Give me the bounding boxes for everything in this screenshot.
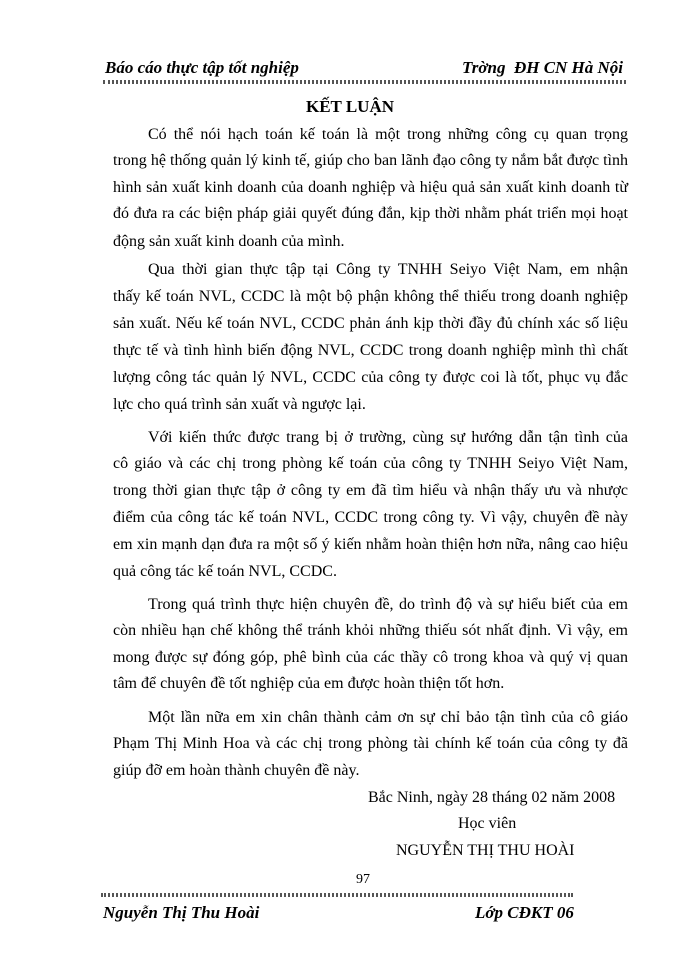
place-date: Bắc Ninh, ngày 28 tháng 02 năm 2008: [368, 789, 616, 806]
header-left: Báo cáo thực tập tốt nghiệp: [105, 58, 299, 77]
paragraph-line: lượng công tác quản lý NVL, CCDC của công ty được coi là tốt, phục vụ đắc: [113, 369, 628, 386]
paragraph-line: Trong quá trình thực hiện chuyên đề, do trình độ và sự hiểu biết của em: [148, 596, 628, 613]
paragraph-line: quả công tác kế toán NVL, CCDC.: [113, 563, 337, 580]
paragraph-line: Qua thời gian thực tập tại Công ty TNHH Seiyo Việt Nam, em nhận: [148, 261, 628, 278]
paragraph-line: trong hệ thống quản lý kinh tế, giúp cho ban lãnh đạo công ty nắm bắt được tình: [113, 152, 628, 169]
paragraph-line: sản xuất. Nếu kế toán NVL, CCDC phản ánh kịp thời đầy đủ chính xác số liệu: [113, 315, 628, 332]
page-number: 97: [356, 872, 370, 887]
header-right: Trờng ĐH CN Hà Nội: [462, 58, 624, 77]
footer-left: Nguyễn Thị Thu Hoài: [103, 903, 260, 922]
paragraph-line: đó đưa ra các biện pháp giải quyết đúng đắn, kịp thời nhằm phát triển mọi hoạt: [113, 205, 628, 222]
paragraph-line: Với kiến thức được trang bị ở trường, cùng sự hướng dẫn tận tình của: [148, 429, 628, 446]
paragraph-line: thực tế và tình hình biến động NVL, CCDC trong doanh nghiệp mình thì chất: [113, 342, 628, 359]
paragraph-line: trong thời gian thực tập ở công ty em đã tìm hiểu và nhận thấy ưu và nhược: [113, 482, 628, 499]
paragraph-line: em xin mạnh dạn đưa ra một số ý kiến nhằm hoàn thiện hơn nữa, nâng cao hiệu: [113, 536, 628, 553]
paragraph-line: hình sản xuất kinh doanh của doanh nghiệp và hiệu quả sản xuất kinh doanh từ: [113, 179, 628, 196]
paragraph-line: cô giáo và các chị trong phòng kế toán của công ty TNHH Seiyo Việt Nam,: [113, 455, 628, 472]
paragraph-line: thấy kế toán NVL, CCDC là một bộ phận không thể thiếu trong doanh nghiệp: [113, 288, 628, 305]
footer-right: Lớp CĐKT 06: [475, 903, 574, 922]
paragraph-line: giúp đỡ em hoàn thành chuyên đề này.: [113, 762, 360, 779]
paragraph-line: điểm của công tác kế toán NVL, CCDC trong công ty. Vì vậy, chuyên đề này: [113, 509, 628, 526]
page-title: KẾT LUẬN: [305, 97, 394, 116]
paragraph-line: còn nhiều hạn chế không thể tránh khỏi những thiếu sót nhất định. Vì vậy, em: [113, 622, 628, 639]
signature-role: Học viên: [458, 815, 517, 832]
paragraph-line: mong được sự đóng góp, phê bình của các thầy cô trong khoa và quý vị quan: [113, 649, 628, 666]
footer-divider: [101, 893, 573, 897]
header-divider: [103, 80, 626, 84]
paragraph-line: Phạm Thị Minh Hoa và các chị trong phòng tài chính kế toán của công ty đã: [113, 735, 628, 752]
paragraph-line: lực cho quá trình sản xuất và ngược lại.: [113, 396, 366, 413]
paragraph-line: tâm để chuyên đề tốt nghiệp của em được hoàn thiện tốt hơn.: [113, 675, 505, 692]
paragraph-line: Một lần nữa em xin chân thành cảm ơn sự chỉ bảo tận tình của cô giáo: [148, 709, 628, 726]
paragraph-line: Có thể nói hạch toán kế toán là một trong những công cụ quan trọng: [148, 126, 628, 143]
signature-name: NGUYỄN THỊ THU HOÀI: [396, 842, 575, 859]
paragraph-line: động sản xuất kinh doanh của mình.: [113, 233, 345, 250]
